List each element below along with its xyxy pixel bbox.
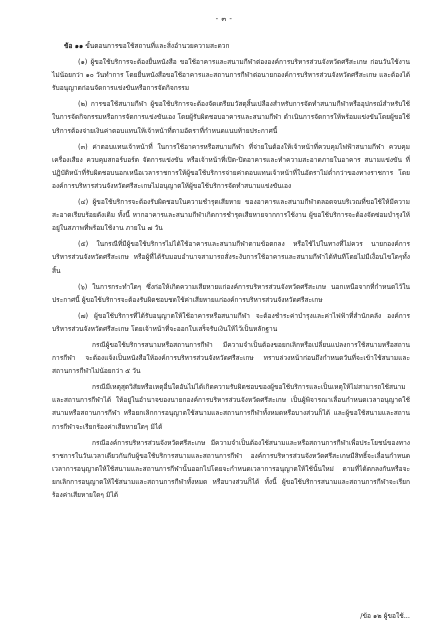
- paragraph-4: (๔) ผู้ขอใช้บริการจะต้องรับผิดชอบในความชำรุดเสียหาย ของอาคารและสนามกีฬาตลอดจนบริเวณที่ขอใช้ให้มีความสะอาดเรียบร้อยดังเดิม ทั้งนี้ หากอาคารและสนามกีฬาเกิดการชำรุดเสียหายจากการใช้งาน ผู้ขอใช้บริการจะต้องจัดซ่อมบำรุงให้อยู่ในสภาพที่พร้อมใช้งาน ภายใน ๗ วัน: [52, 198, 410, 233]
- page-number: - ๓ -: [215, 15, 233, 23]
- paragraph-5: (๕) ในกรณีที่มีผู้ขอใช้บริการไม่ได้ใช้อาคารและสนามกีฬาตามข้อตกลง หรือใช้ไปในทางที่ไม่ควร นายกองค์การบริหารส่วนจังหวัดศรีสะเกษ หรือผู้ที่ได้รับมอบอำนาจสามารถสั่งระงับการใช้อาคารและสนามกีฬาได้ทันทีโดยไม่มีเงื่อนไขใดๆทั้งสิ้น: [52, 240, 410, 275]
- clause-heading: [52, 40, 410, 53]
- paragraph-3: (๓) ค่าตอบแทนเจ้าหน้าที่ ในการใช้อาคารหรือสนามกีฬา ที่จ่ายในต้องให้เจ้าหน้าที่ควบคุมไฟฟ้าสนามกีฬา ควบคุมเครื่องเสียง ควบคุมสกอร์บอร์ด จัดการแข่งขัน หรือเจ้าหน้าที่เปิด-ปิดอาคารและทำความสะอาดภายในอาคาร สนามแข่งขัน ที่ปฏิบัติหน้าที่รับผิดชอบนอกเหนือเวลาราชการให้ผู้ขอใช้บริการจ่ายค่าตอบแทนเจ้าหน้าที่ในอัตราไม่ต่ำกว่าของทางราชการ โดยองค์การบริหารส่วนจังหวัดศรีสะเกษไม่อนุญาตให้ผู้ขอใช้บริการจัดทำสนามแข่งขันเอง: [52, 142, 410, 190]
- clause-title: ข้อ ๑๑: [64, 42, 84, 50]
- paragraph-force-majeure: กรณีมีเหตุสุดวิสัยหรือเหตุอื่นใดอันไม่ได้เกิดความรับผิดชอบของผู้ขอใช้บริการและเป็นเหตุให้ไม่สามารถใช้สนามและสถานการกีฬาได้ ให้อยู่ในอำนาจของนายกองค์การบริหารส่วนจังหวัดศรีสะเกษ เป็นผู้พิจารณาเลื่อนกำหนดเวลาอนุญาตใช้สนามหรือสถานการกีฬา หรือยกเลิกการอนุญาตใช้สนามและสถานการกีฬาทั้งหมดหรือบางส่วนก็ได้ และผู้ขอใช้สนามและสถานการกีฬาจะเรียกร้องค่าเสียหายใดๆ มิได้: [52, 383, 410, 431]
- paragraph-7: (๗) ผู้ขอใช้บริการที่ได้รับอนุญาตให้ใช้อาคารหรือสนามกีฬา จะต้องชำระค่าบำรุงและค่าไฟฟ้าที่สำนักคลัง องค์การบริหารส่วนจังหวัดศรีสะเกษ โดยเจ้าหน้าที่จะออกใบเสร็จรับเงินให้ไว้เป็นหลักฐาน: [52, 311, 410, 333]
- paragraph-1: (๑) ผู้ขอใช้บริการจะต้องยื่นหนังสือ ขอใช้อาคารและสนามกีฬาต่ององค์การบริหารส่วนจังหวัดศรีสะเกษ ก่อนวันใช้งานไม่น้อยกว่า ๑๐ วันทำการ โดยยื่นหนังสือขอใช้อาคารและสถานการกีฬาต่อนายกองค์การบริหารส่วนจังหวัดศรีสะเกษ และต้องได้รับอนุญาตก่อนจัดการแข่งขันหรือการจัดกิจกรรม: [52, 58, 410, 93]
- clause-heading-text: ขั้นตอนการขอใช้สถานที่และสิ่งอำนวยความสะดวก: [85, 42, 230, 50]
- continuation-footer: /ข้อ ๑๒ ผู้ขอใช้...: [360, 612, 410, 620]
- paragraph-6: (๖) ในการกระทำใดๆ ซึ่งก่อให้เกิดความเสียหายแก่องค์การบริหารส่วนจังหวัดศรีสะเกษ นอกเหนือจากที่กำหนดไว้ในประกาศนี้ ผู้ขอใช้บริการจะต้องรับผิดชอบชดใช้ค่าเสียหายแก่องค์การบริหารส่วนจังหวัดศรีสะเกษ: [52, 282, 410, 304]
- paragraph-2: (๒) การขอใช้สนามกีฬา ผู้ขอใช้บริการจะต้องจัดเตรียมวัสดุสิ้นเปลืองสำหรับการจัดทำสนามกีฬาหรืออุปกรณ์สำหรับใช้ในการจัดกิจกรรมหรือการจัดการแข่งขันเอง โดยผู้รับผิดชอบอาคารและสนามกีฬา ดำเนินการจัดการให้พร้อมแข่งขันโดยผู้ขอใช้บริการต้องจ่ายเงินค่าตอบแทนให้เจ้าหน้าที่ตามอัตราที่กำหนดแนบท้ายประกาศนี้: [52, 100, 410, 135]
- paragraph-official-use: กรณีองค์การบริหารส่วนจังหวัดศรีสะเกษ มีความจำเป็นต้องใช้สนามและหรือสถานการกีฬาเพื่อประโยชน์ของทางราชการในวันเวลาเดียวกันกับผู้ขอใช้บริการสนามและสถานการกีฬา องค์การบริหารส่วนจังหวัดศรีสะเกษมีสิทธิ์จะเลื่อนกำหนดเวลาการอนุญาตให้ใช้สนามและสถานการกีฬานั้นออกไปโดยจะกำหนดเวลาการอนุญาตให้ใช้นั้นใหม่ ตามที่ได้ตกลงกันหรือจะยกเลิกการอนุญาตให้ใช้สนามและสถานการกีฬาทั้งหมด หรือบางส่วนก็ได้ ทั้งนี้ ผู้ขอใช้บริการสนามและสถานการกีฬาจะเรียกร้องค่าเสียหายใดๆ มิได้: [52, 438, 410, 499]
- paragraph-cancellation: กรณีผู้ขอใช้บริการสนามหรือสถานการกีฬา มีความจำเป็นต้องขอยกเลิกหรือเปลี่ยนแปลงการใช้สนามหรือสถานการกีฬา จะต้องแจ้งเป็นหนังสือให้องค์การบริหารส่วนจังหวัดศรีสะเกษ ทราบล่วงหน้าก่อนถึงกำหนดวันที่จะเข้าใช้สนามและสถานการกีฬาไม่น้อยกว่า ๕ วัน: [52, 340, 410, 376]
- document-body: [52, 40, 410, 505]
